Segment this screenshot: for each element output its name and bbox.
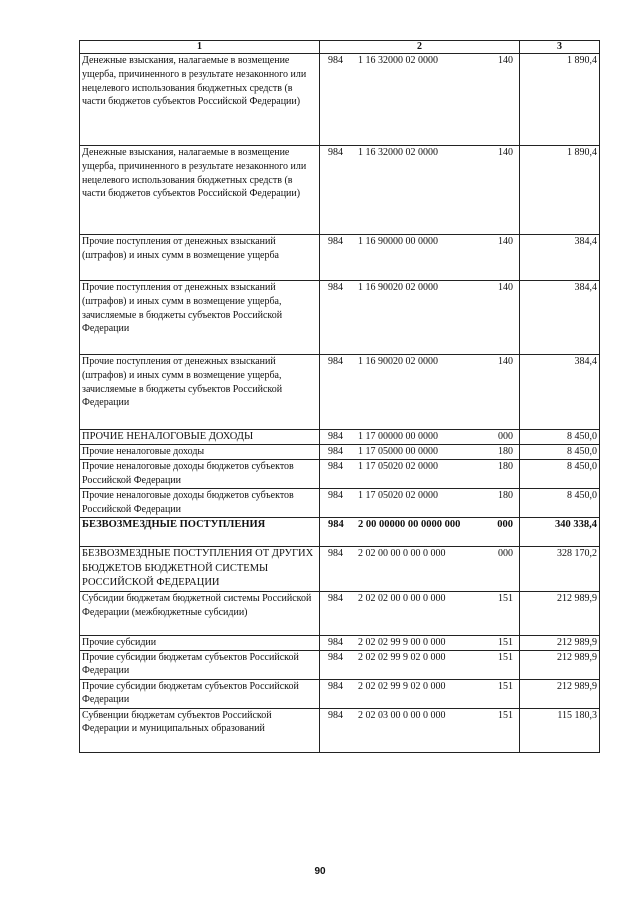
row-code-cell bbox=[320, 547, 520, 591]
row-budget-code: 2 02 02 99 9 00 0 000 bbox=[358, 636, 446, 648]
row-kosgu-code: 151 bbox=[498, 592, 513, 604]
table-row bbox=[80, 146, 600, 235]
row-name: Прочие субсидии бюджетам субъектов Российской Федерации bbox=[80, 679, 320, 708]
table-row bbox=[80, 54, 600, 146]
row-kosgu-code: 180 bbox=[498, 490, 513, 502]
row-budget-code: 1 16 90020 02 0000 bbox=[358, 282, 438, 293]
row-admin-code: 984 bbox=[328, 236, 343, 247]
row-budget-code: 2 02 02 99 9 02 0 000 bbox=[358, 680, 446, 692]
row-name: Прочие субсидии бюджетам субъектов Российской Федерации bbox=[80, 650, 320, 679]
row-budget-code: 2 02 03 00 0 00 0 000 bbox=[358, 709, 446, 721]
table-row bbox=[80, 518, 600, 547]
row-admin-code: 984 bbox=[328, 356, 343, 367]
column-header-2: 2 bbox=[320, 41, 520, 54]
row-budget-code: 1 16 32000 02 0000 bbox=[358, 147, 438, 158]
row-name: Прочие неналоговые доходы бюджетов субъектов Российской Федерации bbox=[80, 489, 320, 518]
row-amount: 328 170,2 bbox=[520, 547, 600, 591]
row-code-cell bbox=[320, 635, 520, 650]
table-row bbox=[80, 547, 600, 591]
row-amount: 384,4 bbox=[520, 281, 600, 355]
row-kosgu-code: 140 bbox=[498, 55, 513, 66]
row-admin-code: 984 bbox=[328, 636, 343, 648]
row-budget-code: 2 00 00000 00 0000 000 bbox=[358, 519, 461, 531]
revenue-table bbox=[79, 40, 600, 753]
row-admin-code: 984 bbox=[328, 431, 343, 442]
table-row bbox=[80, 281, 600, 355]
row-budget-code: 1 17 05020 02 0000 bbox=[358, 461, 438, 473]
row-admin-code: 984 bbox=[328, 651, 343, 663]
table-row bbox=[80, 635, 600, 650]
column-header-1: 1 bbox=[80, 41, 320, 54]
row-admin-code: 984 bbox=[328, 519, 344, 531]
row-amount: 8 450,0 bbox=[520, 430, 600, 445]
row-amount: 8 450,0 bbox=[520, 460, 600, 489]
table-row bbox=[80, 708, 600, 752]
row-kosgu-code: 180 bbox=[498, 461, 513, 473]
column-header-3: 3 bbox=[520, 41, 600, 54]
row-amount: 384,4 bbox=[520, 235, 600, 281]
table-header-row bbox=[80, 41, 600, 54]
table-row bbox=[80, 445, 600, 460]
row-code-cell bbox=[320, 591, 520, 635]
row-budget-code: 1 16 90020 02 0000 bbox=[358, 356, 438, 367]
row-budget-code: 1 16 32000 02 0000 bbox=[358, 55, 438, 66]
row-admin-code: 984 bbox=[328, 461, 343, 473]
row-code-cell bbox=[320, 650, 520, 679]
row-code-cell bbox=[320, 54, 520, 146]
row-name: Прочие неналоговые доходы bbox=[80, 445, 320, 460]
row-name: Прочие поступления от денежных взысканий (штрафов) и иных сумм в возмещение ущерба, зачисляемые в бюджеты субъектов Российской Федерации bbox=[80, 281, 320, 355]
page-number: 90 bbox=[314, 866, 326, 877]
table-row bbox=[80, 591, 600, 635]
row-kosgu-code: 151 bbox=[498, 651, 513, 663]
row-budget-code: 2 02 02 99 9 02 0 000 bbox=[358, 651, 446, 663]
row-amount: 212 989,9 bbox=[520, 650, 600, 679]
table-row bbox=[80, 489, 600, 518]
row-code-cell bbox=[320, 430, 520, 445]
row-kosgu-code: 140 bbox=[498, 236, 513, 247]
row-kosgu-code: 151 bbox=[498, 680, 513, 692]
row-name: Денежные взыскания, налагаемые в возмещение ущерба, причиненного в результате незаконного или нецелевого использования бюджетных средств (в части бюджетов субъектов Российской Федерации) bbox=[80, 54, 320, 146]
row-name: ПРОЧИЕ НЕНАЛОГОВЫЕ ДОХОДЫ bbox=[80, 430, 320, 445]
row-amount: 8 450,0 bbox=[520, 489, 600, 518]
row-admin-code: 984 bbox=[328, 548, 343, 560]
row-amount: 212 989,9 bbox=[520, 635, 600, 650]
row-kosgu-code: 000 bbox=[497, 519, 513, 531]
row-kosgu-code: 140 bbox=[498, 282, 513, 293]
row-admin-code: 984 bbox=[328, 680, 343, 692]
row-admin-code: 984 bbox=[328, 490, 343, 502]
row-name: Денежные взыскания, налагаемые в возмещение ущерба, причиненного в результате незаконного или нецелевого использования бюджетных средств (в части бюджетов субъектов Российской Федерации) bbox=[80, 146, 320, 235]
row-kosgu-code: 000 bbox=[498, 431, 513, 442]
row-code-cell bbox=[320, 708, 520, 752]
table-row bbox=[80, 679, 600, 708]
table-row bbox=[80, 650, 600, 679]
row-amount: 340 338,4 bbox=[520, 518, 600, 547]
row-code-cell bbox=[320, 281, 520, 355]
table-row bbox=[80, 355, 600, 430]
row-name: БЕЗВОЗМЕЗДНЫЕ ПОСТУПЛЕНИЯ ОТ ДРУГИХ БЮДЖЕТОВ БЮДЖЕТНОЙ СИСТЕМЫ РОССИЙСКОЙ ФЕДЕРАЦИИ bbox=[80, 547, 320, 591]
row-kosgu-code: 140 bbox=[498, 356, 513, 367]
row-kosgu-code: 180 bbox=[498, 446, 513, 458]
row-name: Прочие поступления от денежных взысканий (штрафов) и иных сумм в возмещение ущерба, зачисляемые в бюджеты субъектов Российской Федерации bbox=[80, 355, 320, 430]
row-code-cell bbox=[320, 355, 520, 430]
row-name: БЕЗВОЗМЕЗДНЫЕ ПОСТУПЛЕНИЯ bbox=[80, 518, 320, 547]
row-kosgu-code: 000 bbox=[498, 548, 513, 560]
row-budget-code: 2 02 02 00 0 00 0 000 bbox=[358, 592, 446, 604]
row-budget-code: 2 02 00 00 0 00 0 000 bbox=[358, 548, 446, 560]
row-admin-code: 984 bbox=[328, 592, 343, 604]
row-kosgu-code: 151 bbox=[498, 636, 513, 648]
row-amount: 8 450,0 bbox=[520, 445, 600, 460]
row-amount: 1 890,4 bbox=[520, 54, 600, 146]
row-amount: 384,4 bbox=[520, 355, 600, 430]
row-code-cell bbox=[320, 146, 520, 235]
row-budget-code: 1 17 05020 02 0000 bbox=[358, 490, 438, 502]
row-code-cell bbox=[320, 679, 520, 708]
row-amount: 1 890,4 bbox=[520, 146, 600, 235]
row-code-cell bbox=[320, 235, 520, 281]
row-name: Субсидии бюджетам бюджетной системы Российской Федерации (межбюджетные субсидии) bbox=[80, 591, 320, 635]
row-kosgu-code: 151 bbox=[498, 709, 513, 721]
row-budget-code: 1 16 90000 00 0000 bbox=[358, 236, 438, 247]
row-admin-code: 984 bbox=[328, 55, 343, 66]
row-code-cell bbox=[320, 518, 520, 547]
row-name: Прочие поступления от денежных взысканий (штрафов) и иных сумм в возмещение ущерба bbox=[80, 235, 320, 281]
table-row bbox=[80, 430, 600, 445]
row-admin-code: 984 bbox=[328, 282, 343, 293]
row-name: Субвенции бюджетам субъектов Российской Федерации и муниципальных образований bbox=[80, 708, 320, 752]
row-budget-code: 1 17 05000 00 0000 bbox=[358, 446, 438, 458]
row-admin-code: 984 bbox=[328, 147, 343, 158]
row-code-cell bbox=[320, 460, 520, 489]
row-code-cell bbox=[320, 445, 520, 460]
row-amount: 212 989,9 bbox=[520, 679, 600, 708]
row-admin-code: 984 bbox=[328, 709, 343, 721]
row-code-cell bbox=[320, 489, 520, 518]
row-kosgu-code: 140 bbox=[498, 147, 513, 158]
row-name: Прочие субсидии bbox=[80, 635, 320, 650]
row-amount: 115 180,3 bbox=[520, 708, 600, 752]
table-row bbox=[80, 460, 600, 489]
row-name: Прочие неналоговые доходы бюджетов субъектов Российской Федерации bbox=[80, 460, 320, 489]
row-amount: 212 989,9 bbox=[520, 591, 600, 635]
row-budget-code: 1 17 00000 00 0000 bbox=[358, 431, 438, 442]
row-admin-code: 984 bbox=[328, 446, 343, 458]
table-row bbox=[80, 235, 600, 281]
